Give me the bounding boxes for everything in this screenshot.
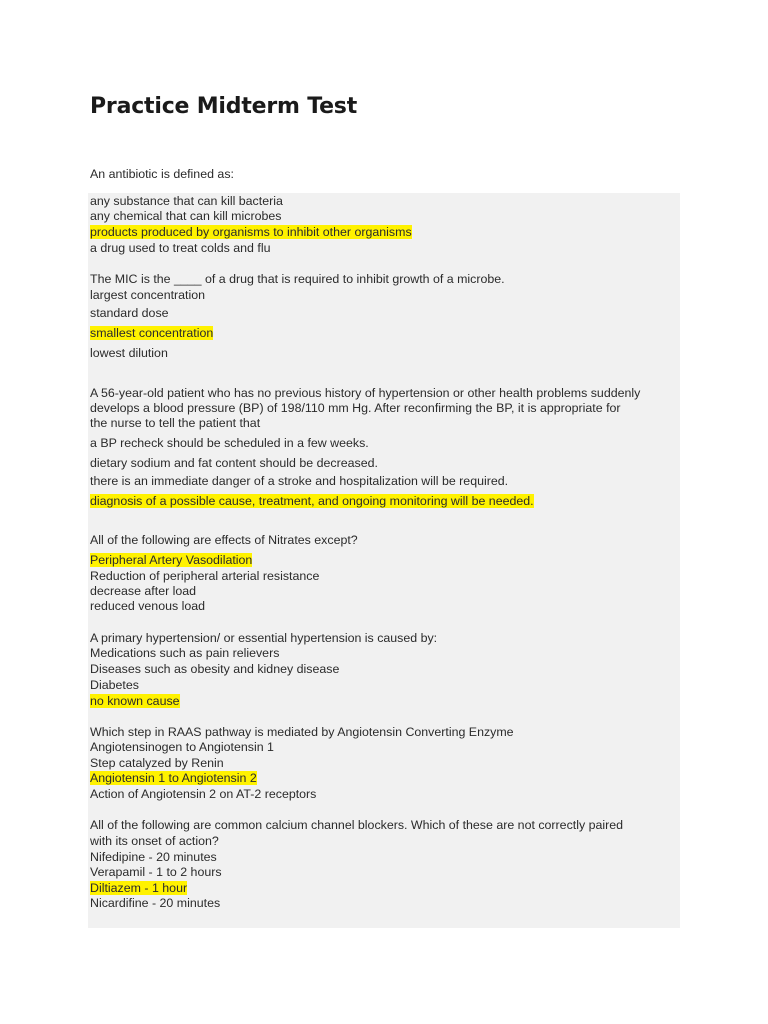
answer-option-correct	[90, 694, 180, 709]
highlight: products produced by organisms to inhibit other organisms	[90, 225, 412, 239]
question-text: All of the following are common calcium channel blockers. Which of these are not correctly paired	[90, 818, 624, 832]
answer-option: largest concentration	[90, 288, 206, 302]
answer-option: Reduction of peripheral arterial resistance	[90, 569, 320, 583]
answer-option: Nicardifine - 20 minutes	[90, 896, 221, 910]
answer-option: standard dose	[90, 306, 169, 320]
answer-option-correct	[90, 771, 257, 786]
answer-option: a BP recheck should be scheduled in a few weeks.	[90, 436, 369, 450]
answer-option: any chemical that can kill microbes	[90, 209, 282, 223]
answer-option: Action of Angiotensin 2 on AT-2 receptors	[90, 787, 317, 801]
question-text: the nurse to tell the patient that	[90, 416, 261, 430]
answer-option: a drug used to treat colds and flu	[90, 241, 271, 255]
question-text: A 56-year-old patient who has no previous history of hypertension or other health problems suddenly	[90, 386, 641, 400]
answer-option: decrease after load	[90, 584, 197, 598]
page-title: Practice Midterm Test	[90, 94, 358, 119]
answer-option: Medications such as pain relievers	[90, 646, 280, 660]
question-text: All of the following are effects of Nitrates except?	[90, 533, 358, 547]
answer-option: there is an immediate danger of a stroke and hospitalization will be required.	[90, 474, 509, 488]
answer-option-correct	[90, 494, 534, 509]
question-text: develops a blood pressure (BP) of 198/110 mm Hg. After reconfirming the BP, it is appropriate for	[90, 401, 621, 415]
question-text: with its onset of action?	[90, 834, 219, 848]
answer-option-correct	[90, 553, 252, 568]
answer-option: Nifedipine - 20 minutes	[90, 850, 217, 864]
question-text: A primary hypertension/ or essential hypertension is caused by:	[90, 631, 438, 645]
answer-option: lowest dilution	[90, 346, 168, 360]
question-text: The MIC is the ____ of a drug that is required to inhibit growth of a microbe.	[90, 272, 505, 286]
answer-option: reduced venous load	[90, 599, 206, 613]
question-text: An antibiotic is defined as:	[90, 167, 234, 181]
highlight: Peripheral Artery Vasodilation	[90, 553, 253, 567]
answer-option-correct	[90, 326, 213, 341]
highlight: diagnosis of a possible cause, treatment, and ongoing monitoring will be needed.	[90, 494, 534, 508]
answer-option: Verapamil - 1 to 2 hours	[90, 865, 222, 879]
answer-option: Diseases such as obesity and kidney disease	[90, 662, 340, 676]
answer-option: Step catalyzed by Renin	[90, 756, 224, 770]
highlight: Diltiazem - 1 hour	[90, 881, 188, 895]
answer-option-correct	[90, 225, 412, 240]
answer-option: Angiotensinogen to Angiotensin 1	[90, 740, 274, 754]
highlight: Angiotensin 1 to Angiotensin 2	[90, 771, 257, 785]
answer-option: Diabetes	[90, 678, 139, 692]
highlight: smallest concentration	[90, 326, 214, 340]
answer-option: any substance that can kill bacteria	[90, 194, 283, 208]
answer-option-correct	[90, 881, 187, 896]
question-text: Which step in RAAS pathway is mediated by Angiotensin Converting Enzyme	[90, 725, 514, 739]
answer-option: dietary sodium and fat content should be decreased.	[90, 456, 378, 470]
highlight: no known cause	[90, 694, 180, 708]
